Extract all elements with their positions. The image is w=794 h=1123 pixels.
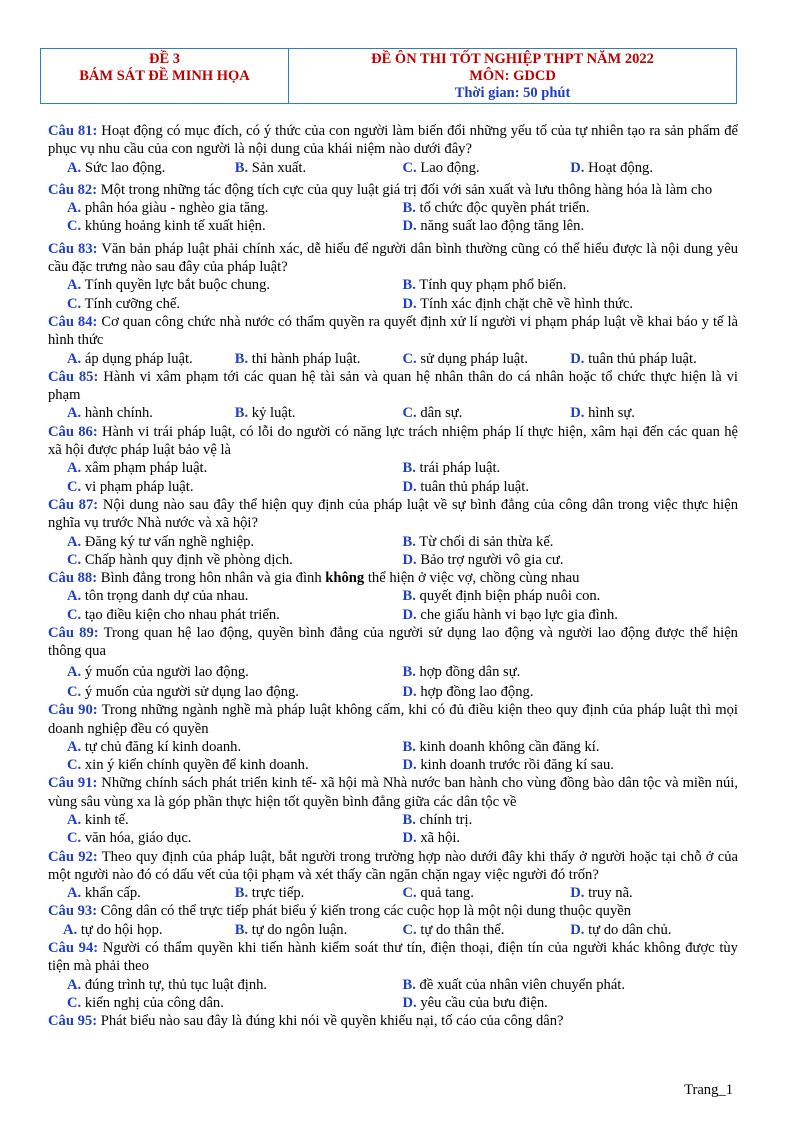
option-a: A. Tính quyền lực bắt buộc chung. [67, 277, 271, 294]
options-row [48, 811, 738, 829]
question-stem-end: thể hiện ở việc vợ, chồng cùng nhau [364, 570, 580, 587]
question-82 [48, 181, 738, 199]
option-a: A. kinh tế. [67, 811, 129, 828]
option-b: B. tổ chức độc quyền phát triển. [402, 200, 590, 217]
option-a: A. tôn trọng danh dự của nhau. [67, 588, 249, 605]
options-row [48, 404, 738, 422]
option-d: D. hình sự. [570, 405, 635, 422]
option-b: B. đề xuất của nhân viên chuyển phát. [402, 976, 625, 993]
option-d: D. kinh doanh trước rồi đăng kí sau. [402, 757, 614, 774]
question-90 [48, 701, 738, 738]
question-83 [48, 240, 738, 277]
question-stem: Trong những ngành nghề mà pháp luật không cấm, khi có đủ điều kiện theo quy định của pháp luật thì mọi doanh nghiệp đều có quyền [48, 702, 738, 737]
question-93 [48, 902, 738, 920]
question-stem: Bình đẳng trong hôn nhân và gia đình [97, 570, 326, 587]
question-number: Câu 94: [48, 940, 99, 957]
emphasis-not: không [325, 570, 365, 587]
options-row [48, 683, 738, 701]
option-c: C. quả tang. [402, 885, 474, 902]
option-c: C. vi phạm pháp luật. [67, 478, 194, 495]
question-84 [48, 313, 738, 350]
option-a: A. đúng trình tự, thủ tục luật định. [67, 976, 268, 993]
question-88 [48, 569, 738, 587]
option-c: C. tạo điều kiện cho nhau phát triển. [67, 606, 280, 623]
option-d: D. Hoạt động. [570, 159, 653, 176]
question-number: Câu 81: [48, 123, 98, 139]
option-c: C. Lao động. [402, 159, 480, 176]
option-d: D. truy nã. [570, 885, 633, 902]
question-number: Câu 82: [48, 181, 98, 198]
option-c: C. Tính cưỡng chế. [67, 295, 181, 312]
header-right-cell [289, 49, 736, 103]
option-c: C. văn hóa, giáo dục. [67, 830, 192, 847]
question-number: Câu 92: [48, 848, 98, 865]
question-stem: Theo quy định của pháp luật, bắt người trong trường hợp nào dưới đây khi thấy ở người hoặc tại chỗ ở của một người nào đó có dấu vết của tội phạm và xét thấy cần ngăn chặn ngay việc người đó trốn? [48, 848, 738, 883]
option-b: B. thi hành pháp luật. [234, 350, 361, 367]
options-row [48, 829, 738, 847]
options-row [48, 976, 738, 994]
options-row [48, 276, 738, 294]
option-b: B. Sản xuất. [234, 159, 307, 176]
option-b: B. tự do ngôn luận. [234, 921, 348, 938]
question-number: Câu 85: [48, 368, 99, 385]
option-a: A. xâm phạm pháp luật. [67, 460, 208, 477]
question-number: Câu 89: [48, 625, 99, 642]
question-92 [48, 848, 738, 885]
question-number: Câu 93: [48, 903, 98, 920]
option-d: D. tự do dân chủ. [570, 921, 672, 938]
option-d: D. Tính xác định chặt chẽ về hình thức. [402, 295, 634, 312]
question-stem: Văn bản pháp luật phải chính xác, dễ hiểu để người dân bình thường cũng có thể hiểu được là nội dung yêu cầu đặc trưng nào sau đây của pháp luật? [48, 240, 738, 276]
question-number: Câu 90: [48, 702, 98, 719]
exam-subtitle: BÁM SÁT ĐỀ MINH HỌA [79, 68, 250, 84]
exam-subject: MÔN: GDCD [469, 68, 556, 84]
question-stem: Hoạt động có mục đích, có ý thức của con người làm biến đổi những yếu tố của tự nhiên tạo ra sản phẩm để phục vụ nhu cầu của con người là nội dung của khái niệm nào dưới đây? [48, 123, 738, 158]
option-a: A. tự do hội họp. [63, 921, 163, 938]
option-a: A. ý muốn của người lao động. [67, 663, 249, 680]
option-d: D. năng suất lao động tăng lên. [402, 218, 585, 235]
options-row [48, 738, 738, 756]
options-row [48, 478, 738, 496]
option-c: C. khủng hoảng kinh tế xuất hiện. [67, 218, 266, 235]
option-b: B. hợp đồng dân sự. [402, 663, 521, 680]
question-stem: Một trong những tác động tích cực của quy luật giá trị đối với sản xuất và lưu thông hàng hóa là làm cho [97, 181, 713, 198]
options-row [48, 295, 738, 313]
options-row [48, 663, 738, 681]
option-a: A. hành chính. [67, 405, 153, 422]
question-number: Câu 83: [48, 240, 98, 257]
exam-header [40, 48, 737, 104]
option-d: D. hợp đồng lao động. [402, 683, 534, 700]
options-row [48, 159, 738, 177]
option-d: D. Bảo trợ người vô gia cư. [402, 551, 564, 568]
question-86 [48, 423, 738, 460]
option-a: A. áp dụng pháp luật. [67, 350, 193, 367]
question-number: Câu 95: [48, 1013, 98, 1030]
question-85 [48, 368, 738, 405]
question-number: Câu 87: [48, 496, 99, 513]
exam-duration: Thời gian: 50 phút [454, 85, 571, 101]
option-c: C. ý muốn của người sử dụng lao động. [67, 683, 299, 700]
options-row [48, 350, 738, 368]
options-row [48, 217, 738, 235]
option-b: B. trái pháp luật. [402, 460, 501, 477]
options-row [48, 587, 738, 605]
exam-title: ĐỀ ÔN THI TỐT NGHIỆP THPT NĂM 2022 [371, 51, 654, 67]
option-c: C. sử dụng pháp luật. [402, 350, 528, 367]
question-91 [48, 774, 738, 811]
option-c: C. tự do thân thể. [402, 921, 505, 938]
question-87 [48, 496, 738, 533]
question-number: Câu 91: [48, 775, 98, 792]
header-left-cell [41, 49, 289, 103]
question-number: Câu 84: [48, 313, 98, 330]
options-row [48, 459, 738, 477]
options-row [48, 756, 738, 774]
question-list [48, 122, 738, 1031]
option-b: B. quyết định biện pháp nuôi con. [402, 588, 601, 605]
question-stem: Trong quan hệ lao động, quyền bình đẳng của người sử dụng lao động và người lao động được thể hiện thông qua [48, 625, 738, 660]
question-stem: Công dân có thể trực tiếp phát biểu ý kiến trong các cuộc họp là một nội dung thuộc quyền [97, 903, 632, 920]
options-row [48, 884, 738, 902]
option-b: B. kinh doanh không cần đăng kí. [402, 738, 600, 755]
options-row [48, 606, 738, 624]
option-c: C. xin ý kiến chính quyền để kinh doanh. [67, 757, 309, 774]
option-b: B. trực tiếp. [234, 885, 305, 902]
question-stem: Hành vi xâm phạm tới các quan hệ tài sản và quan hệ nhân thân do cá nhân hoặc tổ chức thực hiện là vi phạm [48, 368, 738, 404]
options-row [48, 533, 738, 551]
question-stem: Những chính sách phát triển kinh tế- xã hội mà Nhà nước ban hành cho vùng đồng bào dân tộc và miền núi, vùng sâu vùng xa là góp phần thực hiện tốt quyền bình đẳng giữa các dân tộc về [48, 775, 739, 810]
question-89 [48, 624, 738, 661]
question-stem: Cơ quan công chức nhà nước có thẩm quyền ra quyết định xử lí người vi phạm pháp luật về khai báo y tế là hình thức [48, 313, 738, 349]
option-b: B. Tính quy phạm phổ biến. [402, 277, 567, 294]
option-a: A. phân hóa giàu - nghèo gia tăng. [67, 200, 269, 217]
option-d: D. xã hội. [402, 830, 461, 847]
option-a: A. Đăng ký tư vấn nghề nghiệp. [67, 533, 255, 550]
question-stem: Hành vi trái pháp luật, có lỗi do người có năng lực trách nhiệm pháp lí thực hiện, xâm hại đến các quan hệ xã hội được pháp luật bảo vệ là [48, 423, 738, 459]
question-94 [48, 939, 738, 976]
option-a: A. Sức lao động. [67, 159, 166, 176]
options-row [48, 199, 738, 217]
question-number: Câu 86: [48, 423, 98, 440]
option-d: D. tuân thủ pháp luật. [402, 478, 529, 495]
option-b: B. chính trị. [402, 811, 473, 828]
question-81 [48, 122, 738, 159]
option-d: D. che giấu hành vi bạo lực gia đình. [402, 606, 618, 623]
question-95 [48, 1012, 738, 1030]
option-c: C. Chấp hành quy định về phòng dịch. [67, 551, 293, 568]
option-d: D. tuân thủ pháp luật. [570, 350, 697, 367]
option-b: B. Từ chối di sản thừa kế. [402, 533, 554, 550]
question-number: Câu 88: [48, 570, 98, 587]
option-a: A. tự chủ đăng kí kinh doanh. [67, 738, 242, 755]
question-stem: Phát biểu nào sau đây là đúng khi nói về quyền khiếu nại, tố cáo của công dân? [97, 1013, 564, 1030]
option-d: D. yêu cầu của bưu điện. [402, 994, 548, 1011]
question-stem: Người có thẩm quyền khi tiến hành kiểm soát thư tín, điện thoại, điện tín của người khác không được tùy tiện mà phải theo [48, 940, 738, 975]
options-row [48, 994, 738, 1012]
exam-number: ĐỀ 3 [148, 51, 181, 67]
option-c: C. kiến nghị của công dân. [67, 994, 224, 1011]
options-row [48, 921, 738, 939]
question-stem: Nội dung nào sau đây thể hiện quy định của pháp luật về sự bình đẳng của công dân trong việc thực hiện nghĩa vụ trước Nhà nước và xã hội? [48, 496, 738, 532]
option-c: C. dân sự. [402, 405, 463, 422]
page-number: Trang_1 [684, 1082, 733, 1098]
option-a: A. khẩn cấp. [67, 885, 141, 902]
options-row [48, 551, 738, 569]
option-b: B. kỷ luật. [234, 405, 296, 422]
